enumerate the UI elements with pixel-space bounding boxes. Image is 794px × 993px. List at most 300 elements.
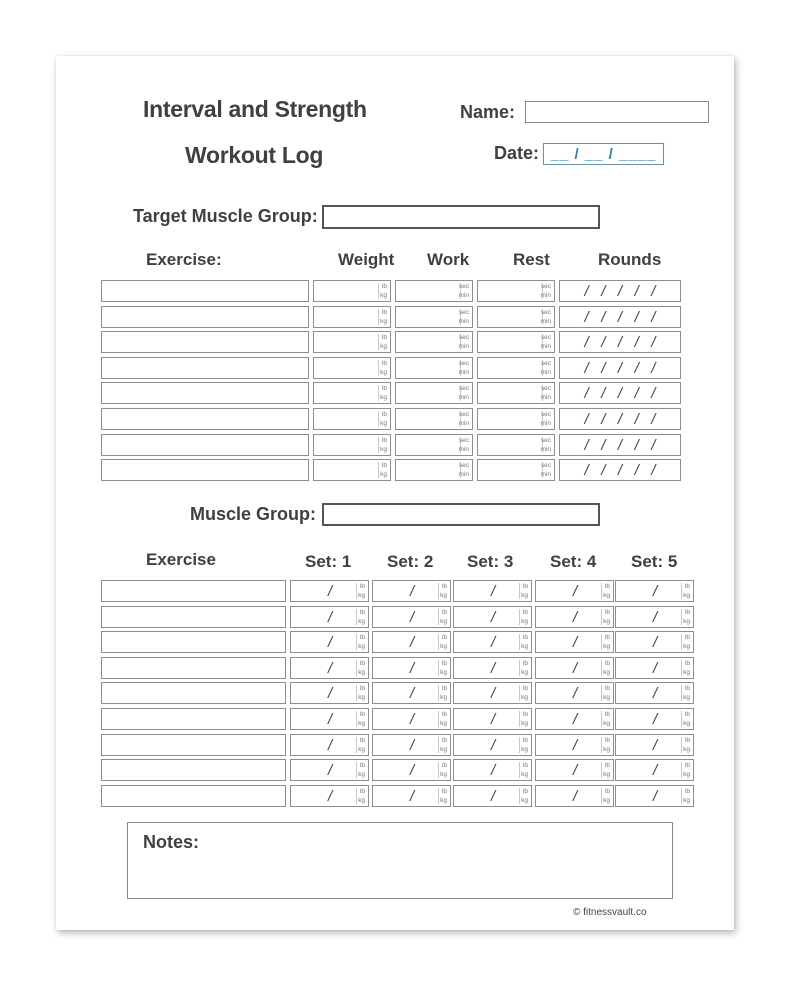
rounds-slashes [560,409,680,429]
unit-divider [378,334,379,350]
unit-label-bottom: kg [521,618,528,625]
unit-divider [356,788,357,804]
unit-label-bottom: kg [683,746,690,753]
set-slash: / [328,762,333,779]
set-5-header: Set: 5 [631,552,678,571]
exercise-input[interactable] [101,434,309,456]
unit-label-bottom: kg [603,720,610,727]
unit-divider [438,737,439,753]
rounds-slashes [560,307,680,327]
unit-label-bottom: kg [683,694,690,701]
page-title-line2: Workout Log [185,142,324,168]
exercise-column-header: Exercise: [146,250,222,269]
unit-label-top: sec [540,334,551,341]
set-3-input[interactable] [453,657,532,679]
round-slash: / [651,359,656,377]
weight-input[interactable] [313,280,391,302]
set-slash: / [491,788,496,805]
set-2-input[interactable] [372,631,451,653]
unit-label-bottom: kg [440,643,447,650]
unit-label-bottom: min [458,343,469,350]
weight-input[interactable] [313,408,391,430]
unit-label-bottom: min [458,369,469,376]
unit-divider [438,788,439,804]
exercise-input[interactable] [101,657,286,679]
unit-label-bottom: kg [380,343,387,350]
unit-divider [356,583,357,599]
unit-label-top: lb [381,385,387,392]
unit-label-bottom: kg [603,797,610,804]
unit-label-bottom: min [540,446,551,453]
weight-input[interactable] [313,357,391,379]
unit-label-bottom: kg [380,292,387,299]
set-4-input[interactable] [535,708,614,730]
set-slash: / [410,711,415,728]
unit-label-bottom: kg [380,394,387,401]
unit-label-bottom: kg [603,618,610,625]
set-slash: / [410,660,415,677]
set-slash: / [410,583,415,600]
unit-label-top: lb [359,660,365,667]
round-slash: / [634,436,639,454]
weight-input[interactable] [313,331,391,353]
exercise-input[interactable] [101,280,309,302]
unit-divider [519,762,520,778]
rounds-slashes [560,460,680,480]
exercise-input[interactable] [101,580,286,602]
rounds-slashes [560,435,680,455]
unit-label-bottom: kg [440,694,447,701]
unit-label-bottom: min [458,292,469,299]
set-slash: / [653,634,658,651]
unit-divider [378,309,379,325]
unit-label-top: lb [359,583,365,590]
page-title-line1: Interval and Strength [143,96,367,122]
set-4-header: Set: 4 [550,552,597,571]
set-3-input[interactable] [453,708,532,730]
set-slash: / [573,762,578,779]
unit-label-bottom: kg [521,694,528,701]
set-2-input[interactable] [372,734,451,756]
unit-label-top: lb [684,685,690,692]
exercise-input[interactable] [101,459,309,481]
unit-label-top: lb [359,685,365,692]
unit-label-top: sec [458,462,469,469]
exercise-input[interactable] [101,631,286,653]
set-1-input[interactable] [290,606,369,628]
set-4-input[interactable] [535,785,614,807]
exercise-input[interactable] [101,408,309,430]
set-4-input[interactable] [535,606,614,628]
unit-label-top: lb [522,737,528,744]
unit-label-bottom: min [458,394,469,401]
unit-label-bottom: kg [603,643,610,650]
set-3-input[interactable] [453,759,532,781]
unit-divider [378,283,379,299]
unit-label-bottom: kg [358,669,365,676]
unit-divider [519,788,520,804]
unit-label-top: sec [540,437,551,444]
unit-label-bottom: kg [521,720,528,727]
unit-label-bottom: kg [603,746,610,753]
unit-label-bottom: kg [521,797,528,804]
set-2-input[interactable] [372,708,451,730]
round-slash: / [617,359,623,377]
unit-divider [681,634,682,650]
rounds-slashes [560,383,680,403]
unit-label-top: lb [441,634,447,641]
set-3-input[interactable] [453,580,532,602]
exercise-input[interactable] [101,708,286,730]
unit-divider [356,609,357,625]
unit-label-top: lb [359,609,365,616]
set-slash: / [653,685,658,702]
unit-label-top: lb [684,660,690,667]
set-slash: / [491,685,496,702]
unit-label-bottom: kg [358,720,365,727]
rounds-input[interactable] [559,357,681,379]
exercise-input[interactable] [101,759,286,781]
notes-box[interactable] [127,822,673,899]
unit-label-top: sec [458,283,469,290]
unit-label-bottom: kg [358,694,365,701]
rounds-input[interactable] [559,331,681,353]
work-input[interactable] [395,434,473,456]
unit-divider [601,737,602,753]
set-5-input[interactable] [615,708,694,730]
unit-divider [601,685,602,701]
round-slash: / [634,282,639,300]
set-3-input[interactable] [453,734,532,756]
rest-input[interactable] [477,434,555,456]
unit-label-top: lb [684,711,690,718]
unit-label-bottom: min [458,318,469,325]
unit-divider [378,411,379,427]
rest-input[interactable] [477,382,555,404]
round-slash: / [634,410,639,428]
set-5-input[interactable] [615,606,694,628]
set-1-input[interactable] [290,631,369,653]
unit-label-top: lb [604,660,610,667]
unit-label-top: lb [381,411,387,418]
unit-label-bottom: kg [380,471,387,478]
unit-label-top: lb [359,711,365,718]
unit-label-top: lb [359,634,365,641]
set-slash: / [410,609,415,626]
rounds-input[interactable] [559,382,681,404]
set-1-input[interactable] [290,682,369,704]
set-slash: / [653,711,658,728]
unit-label-top: lb [684,583,690,590]
unit-label-bottom: kg [683,771,690,778]
unit-label-bottom: kg [521,746,528,753]
set-5-input[interactable] [615,785,694,807]
set-slash: / [573,737,578,754]
set-5-input[interactable] [615,631,694,653]
set-2-input[interactable] [372,682,451,704]
unit-label-bottom: min [540,318,551,325]
exercise-input[interactable] [101,682,286,704]
exercise-column-header-2: Exercise [146,550,216,569]
set-4-input[interactable] [535,657,614,679]
round-slash: / [601,333,606,351]
set-slash: / [491,583,496,600]
round-slash: / [651,410,656,428]
rest-input[interactable] [477,306,555,328]
unit-label-top: lb [441,660,447,667]
unit-divider [681,711,682,727]
rounds-slashes [560,332,680,352]
unit-label-top: sec [540,385,551,392]
set-3-input[interactable] [453,606,532,628]
weight-column-header: Weight [338,250,395,269]
rounds-slashes [560,281,680,301]
set-1-input[interactable] [290,734,369,756]
unit-label-top: lb [359,762,365,769]
work-input[interactable] [395,459,473,481]
unit-label-bottom: kg [440,771,447,778]
unit-label-top: lb [381,334,387,341]
weight-input[interactable] [313,459,391,481]
work-column-header: Work [427,250,470,269]
set-slash: / [491,634,496,651]
unit-label-bottom: kg [380,446,387,453]
unit-label-top: lb [684,762,690,769]
work-input[interactable] [395,280,473,302]
rounds-input[interactable] [559,306,681,328]
set-slash: / [328,711,333,728]
unit-label-top: sec [540,462,551,469]
exercise-input[interactable] [101,734,286,756]
exercise-input[interactable] [101,357,309,379]
unit-divider [378,437,379,453]
unit-label-bottom: kg [603,592,610,599]
muscle-group-input[interactable] [322,503,600,526]
unit-divider [681,583,682,599]
unit-label-bottom: kg [440,746,447,753]
rest-input[interactable] [477,280,555,302]
work-input[interactable] [395,382,473,404]
unit-label-bottom: kg [358,643,365,650]
unit-divider [681,660,682,676]
rounds-input[interactable] [559,434,681,456]
unit-divider [438,609,439,625]
set-5-input[interactable] [615,734,694,756]
set-1-input[interactable] [290,759,369,781]
unit-label-bottom: min [540,394,551,401]
unit-divider [356,762,357,778]
unit-divider [378,462,379,478]
rounds-slashes [560,358,680,378]
unit-label-top: lb [604,609,610,616]
work-input[interactable] [395,306,473,328]
round-slash: / [651,436,656,454]
unit-divider [356,737,357,753]
unit-divider [601,788,602,804]
unit-label-top: sec [458,437,469,444]
unit-label-bottom: kg [358,746,365,753]
set-slash: / [573,711,578,728]
unit-label-top: lb [359,737,365,744]
unit-divider [601,660,602,676]
unit-divider [681,788,682,804]
rounds-column-header: Rounds [598,250,662,269]
unit-label-top: lb [381,309,387,316]
unit-label-bottom: min [540,369,551,376]
unit-label-bottom: kg [440,720,447,727]
unit-label-top: sec [540,411,551,418]
unit-label-top: sec [540,283,551,290]
set-4-input[interactable] [535,580,614,602]
set-5-input[interactable] [615,682,694,704]
unit-label-bottom: kg [683,618,690,625]
set-4-input[interactable] [535,682,614,704]
set-3-header: Set: 3 [467,552,514,571]
unit-divider [681,762,682,778]
rest-input[interactable] [477,357,555,379]
set-slash: / [653,583,658,600]
set-2-input[interactable] [372,606,451,628]
round-slash: / [584,308,589,326]
unit-label-top: lb [441,609,447,616]
round-slash: / [634,384,639,402]
set-1-input[interactable] [290,708,369,730]
unit-label-top: sec [540,360,551,367]
set-slash: / [491,762,496,779]
unit-divider [681,737,682,753]
weight-input[interactable] [313,434,391,456]
set-3-input[interactable] [453,785,532,807]
exercise-input[interactable] [101,382,309,404]
round-slash: / [651,308,656,326]
work-input[interactable] [395,331,473,353]
unit-label-bottom: kg [358,618,365,625]
exercise-input[interactable] [101,331,309,353]
rest-input[interactable] [477,408,555,430]
set-4-input[interactable] [535,759,614,781]
rest-input[interactable] [477,459,555,481]
round-slash: / [617,436,623,454]
rest-input[interactable] [477,331,555,353]
set-5-input[interactable] [615,580,694,602]
unit-label-top: lb [381,360,387,367]
unit-label-bottom: kg [683,720,690,727]
unit-divider [519,609,520,625]
round-slash: / [634,359,639,377]
round-slash: / [651,333,656,351]
unit-label-top: sec [458,360,469,367]
unit-divider [438,762,439,778]
set-5-input[interactable] [615,759,694,781]
set-5-input[interactable] [615,657,694,679]
unit-label-bottom: kg [380,420,387,427]
set-4-input[interactable] [535,631,614,653]
name-input[interactable] [525,101,709,123]
set-slash: / [653,762,658,779]
set-slash: / [573,788,578,805]
set-3-input[interactable] [453,631,532,653]
weight-input[interactable] [313,306,391,328]
unit-label-bottom: kg [603,771,610,778]
unit-label-top: lb [441,711,447,718]
work-input[interactable] [395,357,473,379]
unit-divider [378,360,379,376]
set-slash: / [328,788,333,805]
exercise-input[interactable] [101,785,286,807]
exercise-input[interactable] [101,306,309,328]
rounds-input[interactable] [559,280,681,302]
set-2-input[interactable] [372,759,451,781]
weight-input[interactable] [313,382,391,404]
set-1-input[interactable] [290,785,369,807]
set-slash: / [410,788,415,805]
unit-divider [438,685,439,701]
exercise-input[interactable] [101,606,286,628]
rounds-input[interactable] [559,408,681,430]
set-slash: / [491,711,496,728]
set-slash: / [653,737,658,754]
unit-label-top: lb [522,660,528,667]
unit-label-top: lb [522,609,528,616]
unit-divider [601,583,602,599]
unit-divider [356,660,357,676]
set-slash: / [410,634,415,651]
unit-divider [378,385,379,401]
round-slash: / [584,461,589,479]
unit-label-bottom: kg [683,797,690,804]
round-slash: / [584,384,589,402]
unit-label-top: lb [359,788,365,795]
unit-divider [519,634,520,650]
target-muscle-group-input[interactable] [322,205,600,229]
round-slash: / [584,282,589,300]
unit-divider [519,737,520,753]
round-slash: / [584,436,589,454]
unit-label-top: lb [441,583,447,590]
rounds-input[interactable] [559,459,681,481]
set-2-input[interactable] [372,580,451,602]
unit-label-bottom: min [458,471,469,478]
set-3-input[interactable] [453,682,532,704]
work-input[interactable] [395,408,473,430]
unit-label-bottom: min [540,471,551,478]
unit-label-top: sec [458,334,469,341]
unit-label-top: lb [522,685,528,692]
unit-label-top: lb [604,762,610,769]
set-4-input[interactable] [535,734,614,756]
set-2-input[interactable] [372,785,451,807]
unit-label-bottom: kg [521,669,528,676]
unit-label-top: lb [522,583,528,590]
unit-label-bottom: kg [683,669,690,676]
set-slash: / [410,685,415,702]
set-slash: / [653,788,658,805]
round-slash: / [584,333,589,351]
unit-divider [519,660,520,676]
unit-label-top: lb [684,788,690,795]
round-slash: / [584,410,589,428]
unit-label-top: lb [381,462,387,469]
date-input[interactable]: __ / __ / ____ [543,143,664,165]
target-muscle-group-label: Target Muscle Group: [133,206,318,226]
round-slash: / [617,461,623,479]
unit-label-top: lb [604,737,610,744]
set-1-input[interactable] [290,657,369,679]
set-slash: / [573,660,578,677]
set-2-input[interactable] [372,657,451,679]
unit-divider [438,660,439,676]
set-1-input[interactable] [290,580,369,602]
